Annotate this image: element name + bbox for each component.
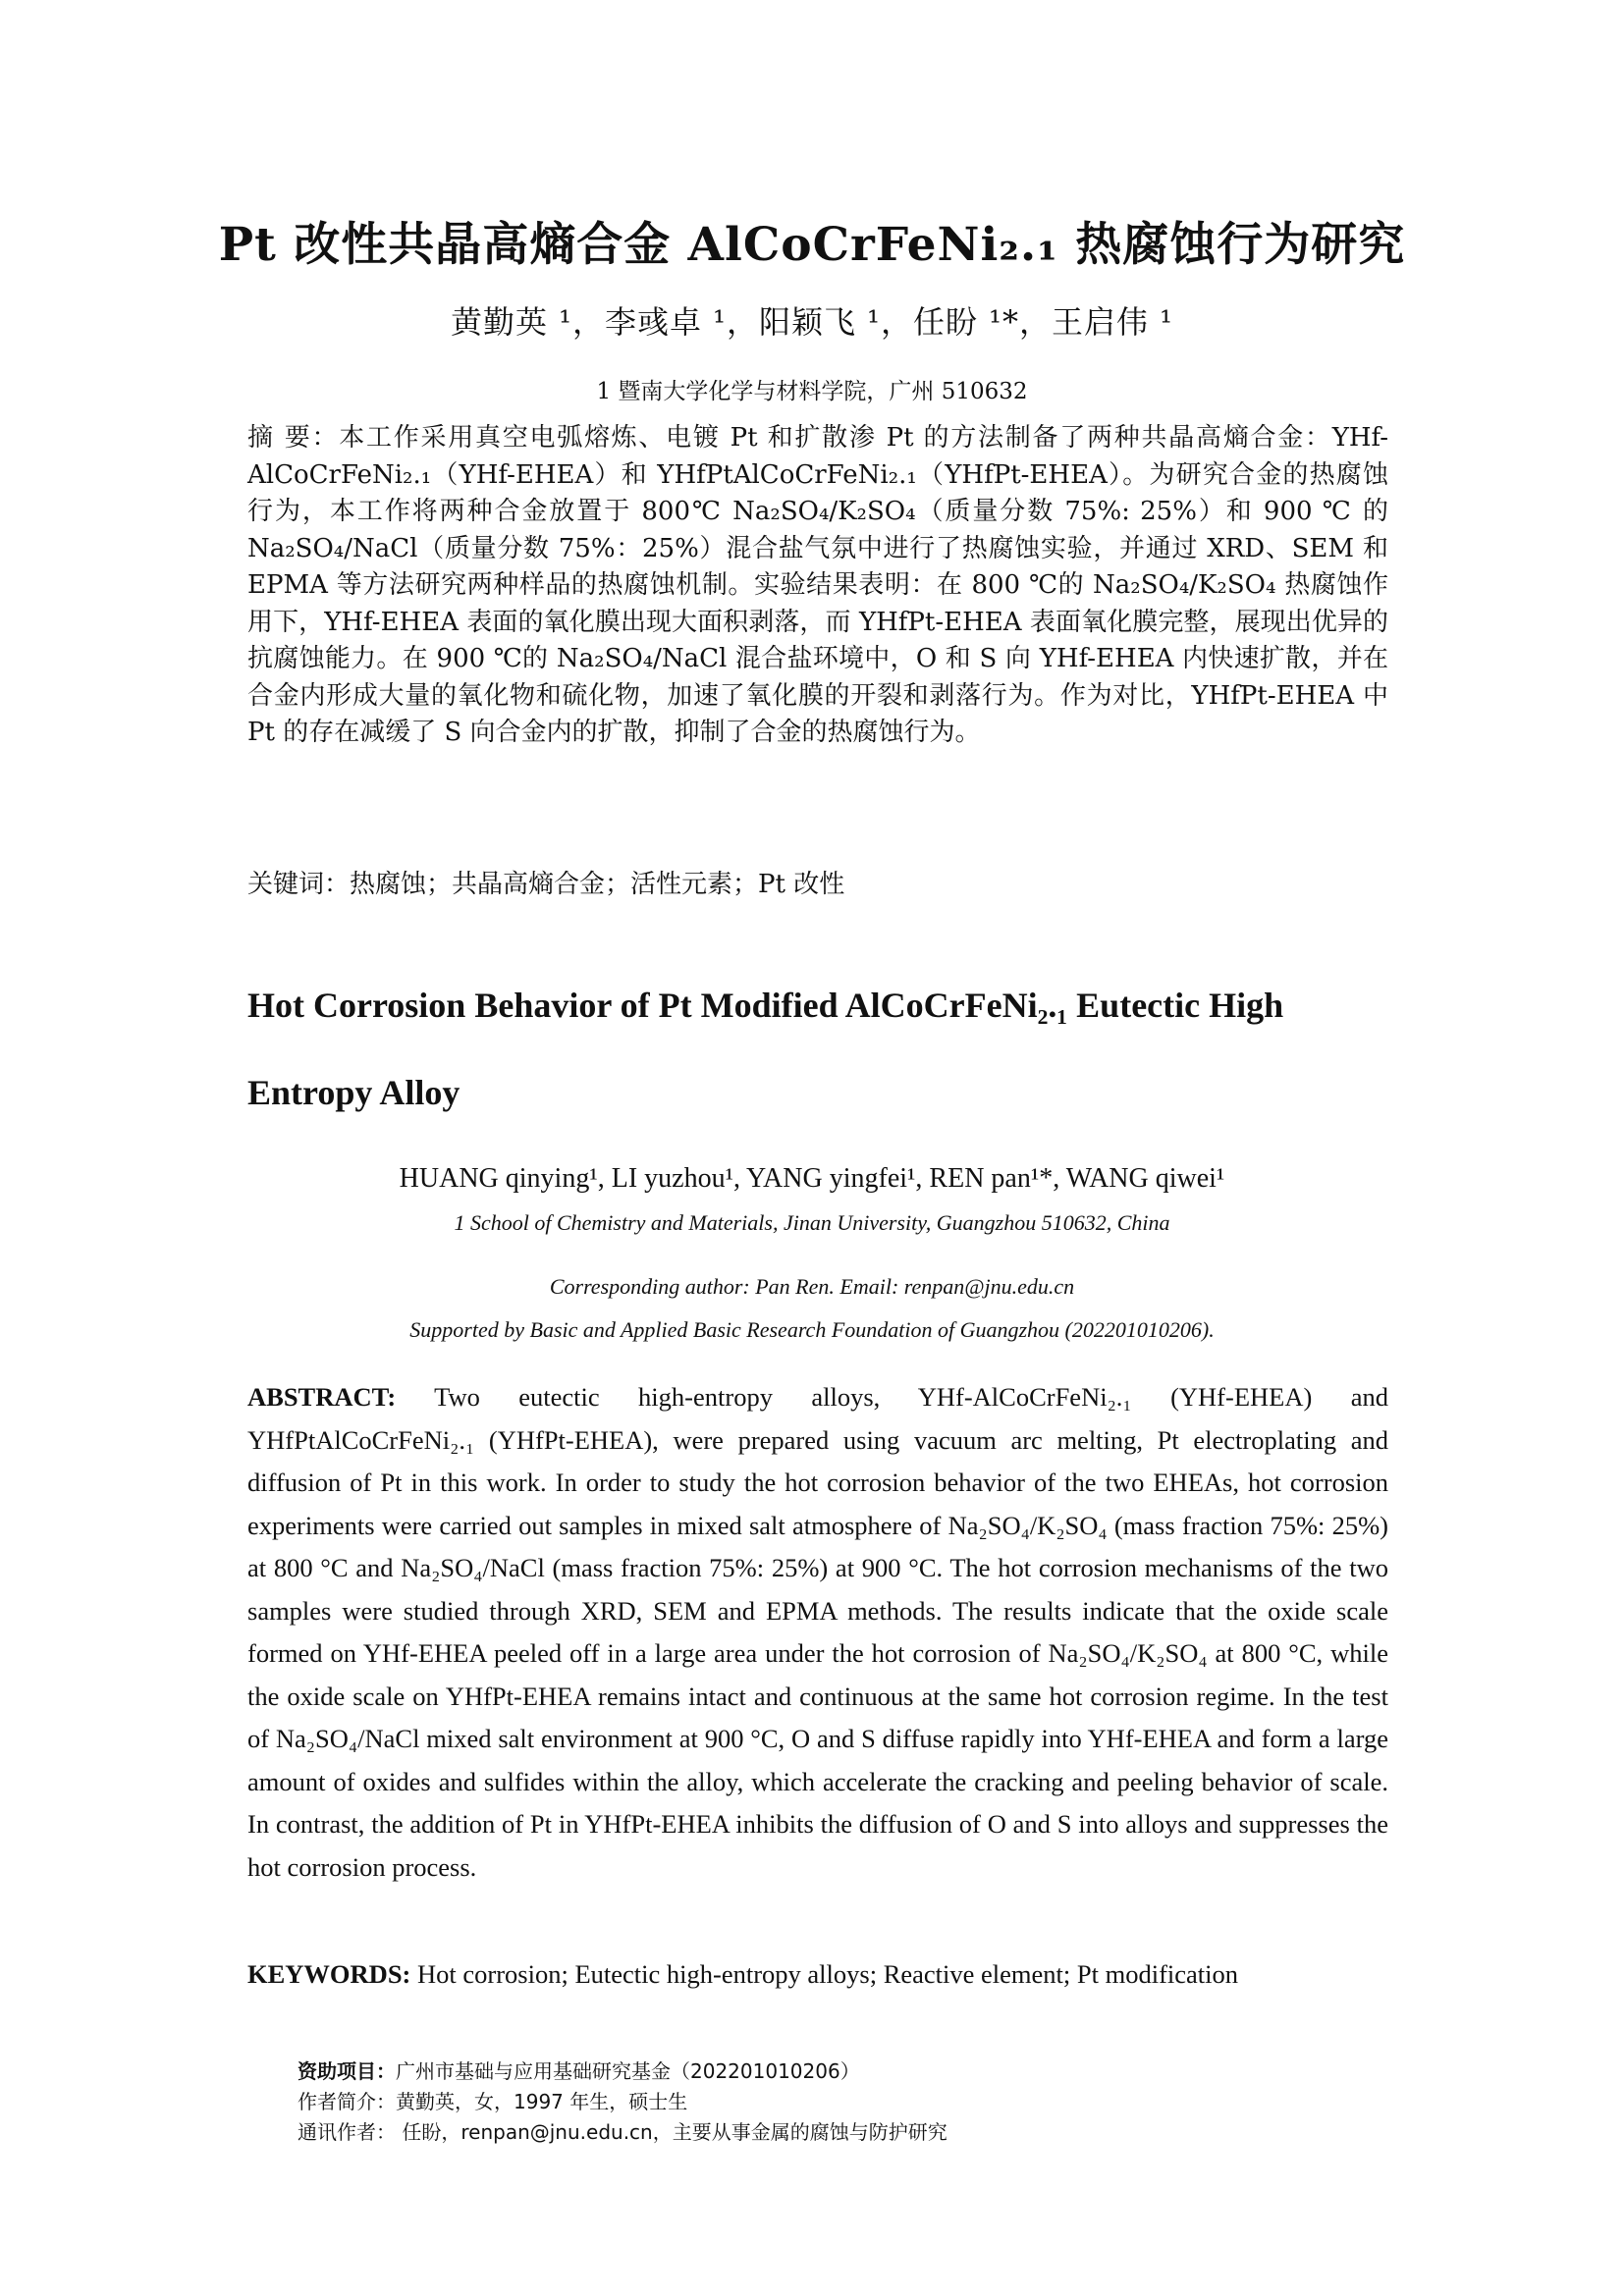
chinese-abstract-label: 摘 要： bbox=[247, 423, 340, 453]
english-keywords bbox=[247, 1959, 1238, 1990]
english-abstract-text: Two eutectic high-entropy alloys, YHf-AlCoCrFeNi₂.₁ (YHf-EHEA) and YHfPtAlCoCrFeNi₂.₁ (YHfPt-EHEA), were prepared using vacuum arc melting, Pt electroplating and diffusion of Pt in this work. In order to study the hot corrosion behavior of the two EHEAs, hot corrosion experiments were carried out samples in mixed salt atmosphere of Na₂SO₄/K₂SO₄ (mass fraction 75%: 25%) at 800 °C and Na₂SO₄/NaCl (mass fraction 75%: 25%) at 900 °C. The hot corrosion mechanisms of the two samples were studied through XRD, SEM and EPMA methods. The results indicate that the oxide scale formed on YHf-EHEA peeled off in a large area under the hot corrosion of Na₂SO₄/K₂SO₄ at 800 °C, while the oxide scale on YHfPt-EHEA remains intact and continuous at the same hot corrosion regime. In the test of Na₂SO₄/NaCl mixed salt environment at 900 °C, O and S diffuse rapidly into YHf-EHEA and form a large amount of oxides and sulfides within the alloy, which accelerate the cracking and peeling behavior of scale. In contrast, the addition of Pt in YHfPt-EHEA inhibits the diffusion of O and S into alloys and suppresses the hot corrosion process. bbox=[247, 1382, 1388, 1882]
footnote-funding bbox=[298, 2056, 860, 2084]
chinese-authors: 黄勤英 ¹，李彧卓 ¹，阳颖飞 ¹，任盼 ¹*，王启伟 ¹ bbox=[450, 303, 1173, 341]
footnote-funding-text: 广州市基础与应用基础研究基金（202201010206） bbox=[396, 2059, 860, 2083]
english-abstract-label: ABSTRACT: bbox=[247, 1382, 397, 1412]
chinese-abstract-text: 本工作采用真空电弧熔炼、电镀 Pt 和扩散渗 Pt 的方法制备了两种共晶高熵合金：YHf-AlCoCrFeNi₂.₁（YHf-EHEA）和 YHfPtAlCoCrFeNi₂.₁（YHfPt-EHEA）。为研究合金的热腐蚀行为，本工作将两种合金放置于 800℃ Na₂SO₄/K₂SO₄（质量分数 75%: 25%）和 900 ℃ 的 Na₂SO₄/NaCl（质量分数 75%：25%）混合盐气氛中进行了热腐蚀实验，并通过 XRD、SEM 和 EPMA 等方法研究两种样品的热腐蚀机制。实验结果表明：在 800 ℃的 Na₂SO₄/K₂SO₄ 热腐蚀作用下，YHf-EHEA 表面的氧化膜出现大面积剥落，而 YHfPt-EHEA 表面氧化膜完整，展现出优异的抗腐蚀能力。在 900 ℃的 Na₂SO₄/NaCl 混合盐环境中，O 和 S 向 YHf-EHEA 内快速扩散，并在合金内形成大量的氧化物和硫化物，加速了氧化膜的开裂和剥落行为。作为对比，YHfPt-EHEA 中 Pt 的存在减缓了 S 向合金内的扩散，抑制了合金的热腐蚀行为。 bbox=[247, 423, 1389, 747]
english-title bbox=[247, 962, 1283, 1137]
footnote-funding-label: 资助项目： bbox=[298, 2059, 396, 2083]
english-title-line-1: Hot Corrosion Behavior of Pt Modified AlCoCrFeNi₂.₁ Eutectic High bbox=[247, 986, 1284, 1025]
english-keywords-text: Hot corrosion; Eutectic high-entropy alloys; Reactive element; Pt modification bbox=[410, 1959, 1239, 1989]
chinese-title: Pt 改性共晶高熵合金 AlCoCrFeNi₂.₁ 热腐蚀行为研究 bbox=[218, 218, 1406, 272]
footnote-author-info: 作者简介：黄勤英，女，1997 年生，硕士生 bbox=[298, 2090, 688, 2113]
chinese-abstract bbox=[247, 420, 1388, 752]
english-affiliation: 1 School of Chemistry and Materials, Jinan University, Guangzhou 510632, China bbox=[454, 1210, 1170, 1235]
footnote-correspondence: 通讯作者： 任盼，renpan@jnu.edu.cn，主要从事金属的腐蚀与防护研究 bbox=[298, 2120, 947, 2144]
english-keywords-label: KEYWORDS: bbox=[247, 1959, 411, 1989]
english-title-line-2: Entropy Alloy bbox=[247, 1073, 460, 1112]
funding-statement: Supported by Basic and Applied Basic Research Foundation of Guangzhou (202201010206). bbox=[409, 1317, 1215, 1342]
english-authors: HUANG qinying¹, LI yuzhou¹, YANG yingfei¹, REN pan¹*, WANG qiwei¹ bbox=[399, 1163, 1225, 1194]
corresponding-author: Corresponding author: Pan Ren. Email: renpan@jnu.edu.cn bbox=[549, 1274, 1075, 1299]
chinese-keywords: 关键词：热腐蚀；共晶高熵合金；活性元素；Pt 改性 bbox=[247, 870, 845, 899]
chinese-affiliation: 1 暨南大学化学与材料学院，广州 510632 bbox=[596, 379, 1028, 404]
english-abstract bbox=[247, 1376, 1388, 1889]
